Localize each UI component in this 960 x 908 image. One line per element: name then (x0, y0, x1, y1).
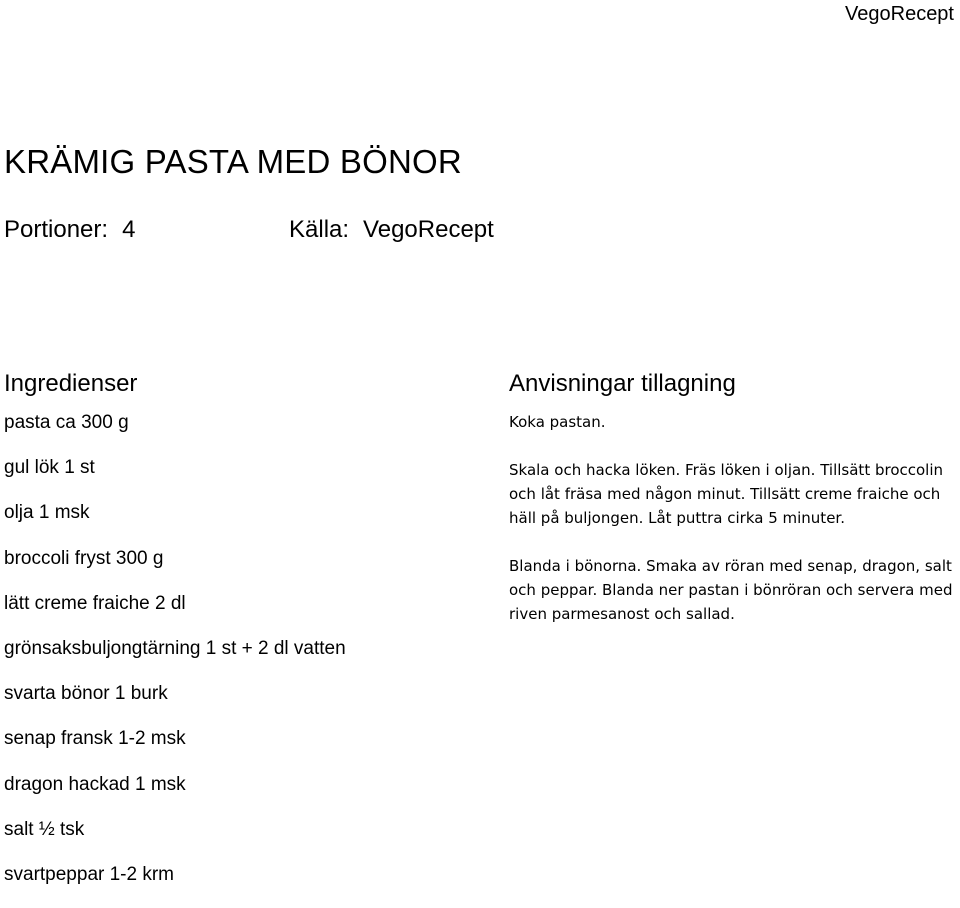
instruction-steps (509, 410, 957, 626)
ingredient-item: pasta ca 300 g (4, 412, 129, 433)
ingredients-section (4, 366, 474, 908)
instruction-step: Blanda i bönorna. Smaka av röran med senap, dragon, salt och peppar. Blanda ner pastan i bönröran och servera med riven parmesanost och sallad. (509, 557, 953, 623)
instruction-step: Skala och hacka löken. Fräs löken i oljan. Tillsätt broccolin och låt fräsa med någon minut. Tillsätt creme fraiche och häll på buljongen. Låt puttra cirka 5 minuter. (509, 461, 944, 527)
ingredient-item: svarta bönor 1 burk (4, 683, 168, 705)
source-value: VegoRecept (363, 216, 494, 243)
ingredient-item: olja 1 msk (4, 502, 90, 524)
ingredient-item: gul lök 1 st (4, 457, 95, 479)
ingredient-item: salt ½ tsk (4, 818, 85, 840)
servings (4, 214, 135, 246)
ingredient-item: grönsaksbuljongtärning 1 st + 2 dl vatten (4, 637, 346, 659)
instructions-heading: Anvisningar tillagning (509, 370, 736, 397)
recipe-title: KRÄMIG PASTA MED BÖNOR (4, 143, 462, 180)
servings-label: Portioner: (4, 216, 109, 243)
ingredients-heading: Ingredienser (4, 370, 138, 397)
instruction-step: Koka pastan. (509, 413, 606, 431)
ingredient-item: broccoli fryst 300 g (4, 547, 164, 569)
servings-value: 4 (122, 216, 136, 243)
ingredient-item: senap fransk 1-2 msk (4, 728, 186, 750)
ingredient-item: svartpeppar 1-2 krm (4, 863, 175, 885)
site-name: VegoRecept (845, 3, 954, 25)
instructions-section (509, 366, 957, 650)
ingredient-item: lätt creme fraiche 2 dl (4, 592, 186, 614)
source (289, 214, 494, 246)
source-label: Källa: (289, 216, 350, 243)
ingredient-list (4, 411, 474, 886)
ingredient-item: dragon hackad 1 msk (4, 773, 186, 795)
